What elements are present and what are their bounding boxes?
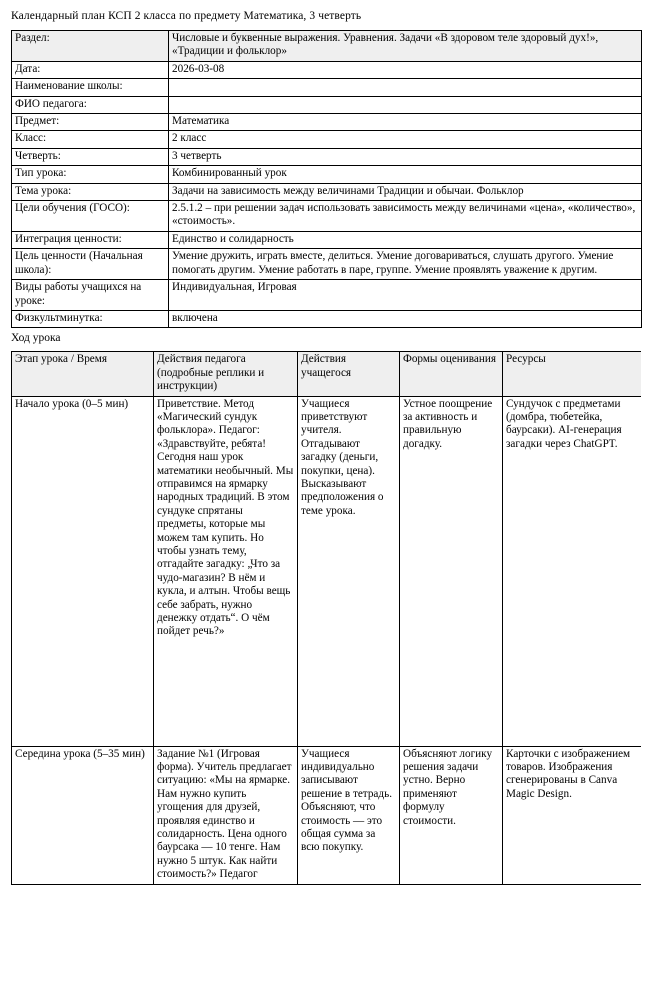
table-row	[12, 148, 642, 165]
info-row-value: 2.5.1.2 – при решении задач использовать зависимость между величинами «цена», «количество», «стоимость».	[169, 201, 642, 232]
info-row-label: Виды работы учащихся на уроке:	[12, 280, 169, 311]
column-header: Ресурсы	[503, 352, 642, 396]
info-row-label: Предмет:	[12, 114, 169, 131]
info-row-value: Единство и солидарность	[169, 231, 642, 248]
column-header: Формы оценивания	[400, 352, 503, 396]
info-row-value: Числовые и буквенные выражения. Уравнения. Задачи «В здоровом теле здоровый дух!», «Традиции и фольклор»	[169, 31, 642, 62]
table-row	[12, 231, 642, 248]
info-row-value	[169, 96, 642, 113]
info-row-label: Интеграция ценности:	[12, 231, 169, 248]
info-row-label: ФИО педагога:	[12, 96, 169, 113]
info-row-label: Четверть:	[12, 148, 169, 165]
lesson-flow-table	[11, 351, 641, 884]
info-row-value	[169, 79, 642, 96]
info-row-value: Комбинированный урок	[169, 166, 642, 183]
info-row-label: Тип урока:	[12, 166, 169, 183]
info-row-label: Физкультминутка:	[12, 310, 169, 327]
info-row-value: 2 класс	[169, 131, 642, 148]
table-row	[12, 31, 642, 62]
column-header: Действия педагога (подробные реплики и инструкции)	[154, 352, 298, 396]
info-row-label: Тема урока:	[12, 183, 169, 200]
lesson-info-table	[11, 30, 642, 328]
lesson-flow-clip	[11, 351, 641, 884]
student-actions-cell: Учащиеся приветствуют учителя. Отгадывают загадку (деньги, покупки, цена). Высказывают предположения о теме урока.	[298, 396, 400, 746]
table-row	[12, 249, 642, 280]
resources-cell: Сундучок с предметами (домбра, тюбетейка, баурсаки). AI-генерация загадки через ChatGPT.	[503, 396, 642, 746]
teacher-actions-cell: Задание №1 (Игровая форма). Учитель предлагает ситуацию: «Мы на ярмарке. Нам нужно купить угощения для друзей, проявляя единство и солидарность. Цена одного баурсака — 10 тенге. Нам нужно 5 штук. Как найти стоимость?» Педагог	[154, 746, 298, 884]
table-row	[12, 166, 642, 183]
table-row	[12, 310, 642, 327]
assessment-cell: Устное поощрение за активность и правильную догадку.	[400, 396, 503, 746]
table-row	[12, 79, 642, 96]
column-header: Этап урока / Время	[12, 352, 154, 396]
page-title: Календарный план КСП 2 класса по предмету Математика, 3 четверть	[11, 10, 362, 22]
table-row	[12, 201, 642, 232]
teacher-actions-cell: Приветствие. Метод «Магический сундук фольклора». Педагог: «Здравствуйте, ребята! Сегодня наш урок математики необычный. Мы отправимся на ярмарку народных традиций. В этом сундуке спрятаны предметы, которые мы можем там купить. Но чтобы узнать тему, отгадайте загадку: „Что за чудо-магазин? В нём и кукла, и алтын. Чтобы вещь себе забрать, нужно денежку отдать“. О чём пойдет речь?»	[154, 396, 298, 746]
table-row	[12, 396, 642, 746]
table-row	[12, 746, 642, 884]
table-row	[12, 96, 642, 113]
info-row-value: 2026-03-08	[169, 61, 642, 78]
stage-cell: Начало урока (0–5 мин)	[12, 396, 154, 746]
table-row	[12, 131, 642, 148]
info-row-value: 3 четверть	[169, 148, 642, 165]
assessment-cell: Объясняют логику решения задачи устно. Верно применяют формулу стоимости.	[400, 746, 503, 884]
lesson-flow-body	[12, 396, 642, 884]
info-row-value: включена	[169, 310, 642, 327]
info-row-value: Математика	[169, 114, 642, 131]
table-row	[12, 114, 642, 131]
lesson-info-body	[12, 31, 642, 328]
info-row-value: Задачи на зависимость между величинами Традиции и обычаи. Фольклор	[169, 183, 642, 200]
info-row-label: Раздел:	[12, 31, 169, 62]
table-header-row	[12, 352, 642, 396]
lesson-flow-header	[12, 352, 642, 396]
info-row-value: Индивидуальная, Игровая	[169, 280, 642, 311]
stage-cell: Середина урока (5–35 мин)	[12, 746, 154, 884]
info-row-label: Дата:	[12, 61, 169, 78]
lesson-flow-heading: Ход урока	[11, 332, 61, 345]
info-row-label: Класс:	[12, 131, 169, 148]
info-row-label: Наименование школы:	[12, 79, 169, 96]
student-actions-cell: Учащиеся индивидуально записывают решение в тетрадь. Объясняют, что стоимость — это общая сумма за всю покупку.	[298, 746, 400, 884]
info-row-value: Умение дружить, играть вместе, делиться. Умение договариваться, слушать другого. Умение помогать другим. Умение работать в паре, группе. Умение проявлять уважение к другим.	[169, 249, 642, 280]
resources-cell: Карточки с изображением товаров. Изображения сгенерированы в Canva Magic Design.	[503, 746, 642, 884]
table-row	[12, 183, 642, 200]
table-row	[12, 61, 642, 78]
column-header: Действия учащегося	[298, 352, 400, 396]
info-row-label: Цели обучения (ГОСО):	[12, 201, 169, 232]
table-row	[12, 280, 642, 311]
info-row-label: Цель ценности (Начальная школа):	[12, 249, 169, 280]
